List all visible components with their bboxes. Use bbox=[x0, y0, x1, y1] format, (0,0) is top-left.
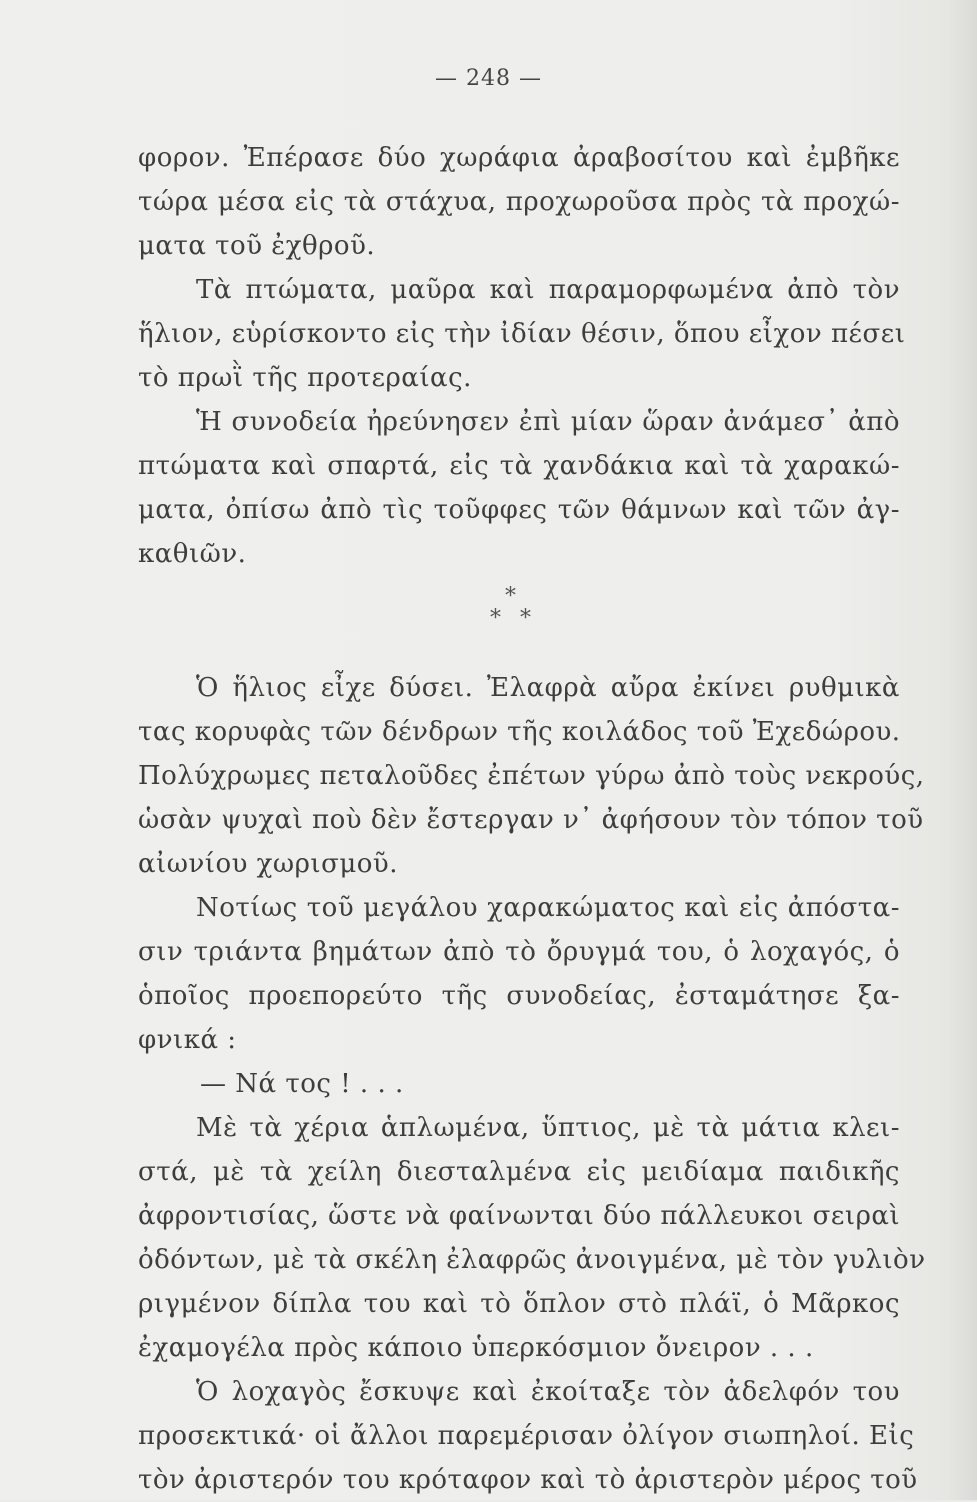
text-line: στά, μὲ τὰ χείλη διεσταλμένα εἰς μειδίαμα παιδικῆς bbox=[138, 1157, 900, 1187]
section-separator bbox=[138, 586, 900, 658]
text-line: φνικά : bbox=[138, 1025, 237, 1055]
paragraph-1 bbox=[138, 136, 900, 268]
text-line: Νοτίως τοῦ μεγάλου χαρακώματος καὶ εἰς ἀπόστα- bbox=[196, 893, 900, 923]
page-number: — 248 — bbox=[435, 66, 542, 91]
text-line: Ὁ λοχαγὸς ἔσκυψε καὶ ἐκοίταξε τὸν ἀδελφόν του bbox=[196, 1377, 900, 1407]
asterisk: * bbox=[505, 584, 516, 609]
asterisk: * bbox=[520, 606, 531, 631]
text-line: Πολύχρωμες πεταλοῦδες ἐπέτων γύρω ἀπὸ τοὺς νεκρούς, bbox=[138, 761, 925, 791]
paragraph-2 bbox=[138, 268, 906, 400]
text-line: ἀφροντισίας, ὥστε νὰ φαίνωνται δύο πάλλευκοι σειραὶ bbox=[138, 1201, 901, 1231]
text-line: προσεκτικά· οἱ ἄλλοι παρεμέρισαν ὀλίγον σιωπηλοί. Εἰς bbox=[138, 1421, 915, 1451]
text-line: τας κορυφὰς τῶν δένδρων τῆς κοιλάδος τοῦ Ἐχεδώρου. bbox=[138, 717, 901, 747]
paragraph-4 bbox=[138, 666, 925, 886]
paragraph-3 bbox=[138, 400, 900, 576]
text-line: ματα, ὀπίσω ἀπὸ τὶς τοῦφφες τῶν θάμνων καὶ τῶν ἀγ- bbox=[138, 495, 900, 525]
text-line: ριγμένον δίπλα του καὶ τὸ ὅπλον στὸ πλάϊ, ὁ Μᾶρκος bbox=[138, 1289, 900, 1319]
text-line: τὸν ἀριστερόν του κρόταφον καὶ τὸ ἀριστερὸν μέρος τοῦ bbox=[138, 1465, 918, 1495]
text-line: αἰωνίου χωρισμοῦ. bbox=[138, 849, 398, 879]
text-line: πτώματα καὶ σπαρτά, εἰς τὰ χανδάκια καὶ τὰ χαρακώ- bbox=[138, 451, 900, 481]
text-line: ἐχαμογέλα πρὸς κάποιο ὑπερκόσμιον ὄνειρον . . . bbox=[138, 1333, 814, 1363]
text-line: φορον. Ἐπέρασε δύο χωράφια ἀραβοσίτου καὶ ἐμβῆκε bbox=[138, 143, 900, 173]
text-line: ὀδόντων, μὲ τὰ σκέλη ἐλαφρῶς ἀνοιγμένα, μὲ τὸν γυλιὸν bbox=[138, 1245, 926, 1275]
text-line: Ὁ ἥλιος εἶχε δύσει. Ἐλαφρὰ αὔρα ἐκίνει ρυθμικὰ bbox=[196, 673, 900, 703]
text-line: ὡσὰν ψυχαὶ ποὺ δὲν ἔστεργαν ν᾽ ἀφήσουν τὸν τόπον τοῦ bbox=[138, 805, 924, 835]
text-line: καθιῶν. bbox=[138, 539, 247, 569]
text-line: Τὰ πτώματα, μαῦρα καὶ παραμορφωμένα ἀπὸ τὸν bbox=[196, 275, 900, 305]
text-line: ὁποῖος προεπορεύτο τῆς συνοδείας, ἐσταμάτησε ξα- bbox=[138, 981, 900, 1011]
paragraph-5 bbox=[138, 886, 900, 1062]
text-line: ἥλιον, εὑρίσκοντο εἰς τὴν ἰδίαν θέσιν, ὅπου εἶχον πέσει bbox=[138, 319, 906, 349]
body-text bbox=[138, 136, 926, 1502]
asterisk: * bbox=[490, 606, 501, 631]
text-line: ματα τοῦ ἐχθροῦ. bbox=[138, 231, 376, 261]
text-line: τώρα μέσα εἰς τὰ στάχυα, προχωροῦσα πρὸς τὰ προχώ- bbox=[138, 187, 900, 217]
dialogue-line: — Νά τος ! . . . bbox=[200, 1069, 404, 1099]
paragraph-7 bbox=[138, 1370, 918, 1502]
text-line: τὸ πρωῒ τῆς προτεραίας. bbox=[138, 363, 472, 393]
text-line: Μὲ τὰ χέρια ἁπλωμένα, ὕπτιος, μὲ τὰ μάτια κλει- bbox=[196, 1113, 900, 1143]
text-line: Ἡ συνοδεία ἠρεύνησεν ἐπὶ μίαν ὥραν ἀνάμεσ᾽ ἀπὸ bbox=[196, 407, 900, 437]
text-line: σιν τριάντα βημάτων ἀπὸ τὸ ὄρυγμά του, ὁ λοχαγός, ὁ bbox=[138, 937, 900, 967]
paragraph-6 bbox=[138, 1106, 926, 1370]
